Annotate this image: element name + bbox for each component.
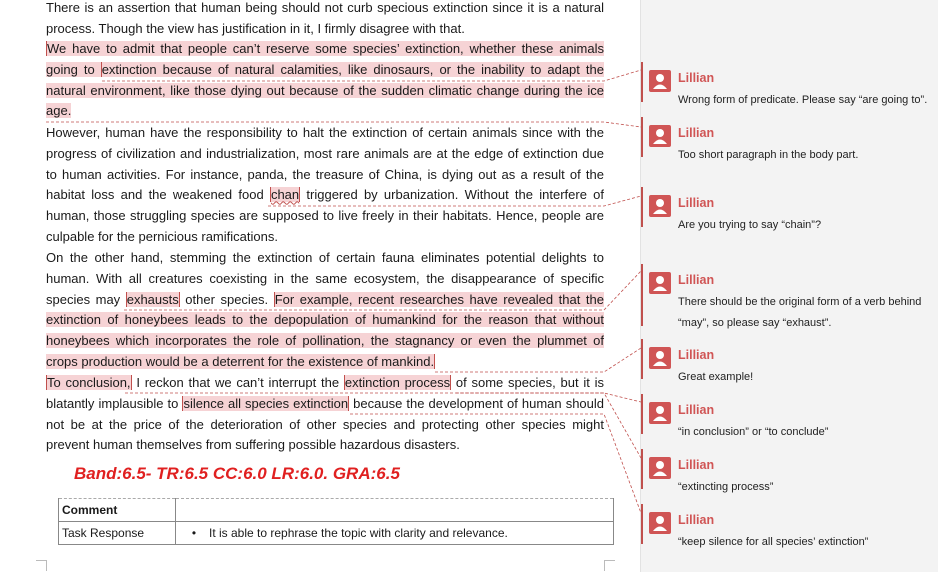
conclusion-text-b: of some species, but it is blatantly implausible to (46, 375, 604, 411)
body-3-text-a: On the other hand, stemming the extinction of certain fauna eliminates potential delights to human. With all creatures coexisting in the same ecosystem, the disappearance of specific species may (46, 250, 604, 307)
body-2-text-b: triggered by urbanization. Without the interfere of human, those struggling species are supposed to live freely in their habitats. Hence, people are culpable for the pernicious ramifications. (46, 187, 605, 244)
conclusion-text-c: because the development of human should not be at the price of the deterioration of other species and protecting other species might prevent human themselves from suffering possible hazardous disasters. (46, 395, 604, 453)
comment-text: There should be the original form of a verb behind “may”, so please say “exhaust”. (678, 296, 922, 329)
comment-author: Lillian (678, 273, 715, 287)
highlight-chan[interactable]: chan (270, 187, 300, 203)
highlight-to-conclusion[interactable]: To conclusion, (47, 375, 131, 390)
user-avatar-icon (649, 70, 671, 92)
user-avatar-icon (649, 402, 671, 424)
connector-4 (124, 271, 641, 310)
table-row-text: It is able to rephrase the topic with clarity and relevance. (209, 526, 508, 540)
comment-author: Lillian (678, 513, 715, 527)
comment-bar (641, 504, 643, 544)
comment-text: Wrong form of predicate. Please say “are going to”. (678, 94, 928, 106)
comment-author: Lillian (678, 458, 715, 472)
connector-2 (46, 122, 641, 127)
comment-bar (641, 187, 643, 227)
body-3-text-b: other species. (179, 291, 274, 307)
comment-bar (641, 339, 643, 379)
comment-text: Too short paragraph in the body part. (678, 149, 859, 161)
connector-8 (350, 414, 641, 513)
connector-1 (102, 70, 641, 81)
highlight-example[interactable]: For example, recent researches have revealed that the extinction of honeybees leads to the depopulation of humankind for the reason that without honeybees which incorporates the role of pollination, the stagnancy or even the plummet of crops production would be a deterrent for the existence of mankind. (46, 291, 604, 369)
connector-5 (435, 348, 641, 372)
comment-author: Lillian (678, 126, 715, 140)
comment-bar (641, 449, 643, 489)
comment-text: “keep silence for all species’ extinction” (678, 536, 869, 548)
highlight-short-paragraph[interactable]: extinction because of natural calamities, like dinosaurs, or the inability to adapt the natural environment, like those dying out because of the sudden climatic change during the ice age. (46, 61, 604, 119)
comment-text: “in conclusion” or “to conclude” (678, 426, 829, 438)
highlight-extinction-process[interactable]: extinction process (344, 375, 451, 390)
body-2-text-a: However, human have the responsibility to halt the extinction of certain animals since with the progress of civilization and industrialization, most rare animals are at the edge of extinction due to human activities. For instance, panda, the treasure of China, is dying out as a result of the habitat loss and the weakened food (46, 125, 604, 203)
user-avatar-icon (649, 125, 671, 147)
comment-text: Are you trying to say “chain”? (678, 219, 822, 231)
comment-bar (641, 394, 643, 434)
band-score: Band:6.5- TR:6.5 CC:6.0 LR:6.0. GRA:6.5 (74, 464, 400, 483)
connector-6 (125, 393, 641, 402)
comment-author: Lillian (678, 196, 715, 210)
comment-text: Great example! (678, 371, 754, 383)
comment-author: Lillian (678, 71, 715, 85)
user-avatar-icon (649, 272, 671, 294)
user-avatar-icon (649, 195, 671, 217)
table-header-comment: Comment (59, 499, 176, 522)
comment-author: Lillian (678, 348, 715, 362)
bullet-icon: • (191, 526, 197, 540)
user-avatar-icon (649, 457, 671, 479)
connector-7 (456, 393, 641, 458)
paragraph-intro: There is an assertion that human being should not curb specious extinction since it is a natural process. Though the view has justification in it, I firmly disagree with that. (46, 0, 604, 36)
comment-bar (641, 62, 643, 102)
table-row-label: Task Response (59, 522, 176, 545)
user-avatar-icon (649, 347, 671, 369)
comment-bar (641, 264, 643, 326)
connector-3 (268, 196, 641, 206)
highlight-predicate[interactable]: We have to admit that people can’t reserve some species’ extinction, whether these animals going to (46, 41, 604, 77)
highlight-silence[interactable]: silence all species extinction (183, 395, 349, 411)
highlight-exhausts[interactable]: exhausts (126, 291, 179, 307)
user-avatar-icon (649, 512, 671, 534)
comment-text: “extincting process” (678, 481, 774, 493)
comment-author: Lillian (678, 403, 715, 417)
comment-bar (641, 117, 643, 157)
conclusion-text-a: I reckon that we can’t interrupt the (131, 375, 344, 390)
